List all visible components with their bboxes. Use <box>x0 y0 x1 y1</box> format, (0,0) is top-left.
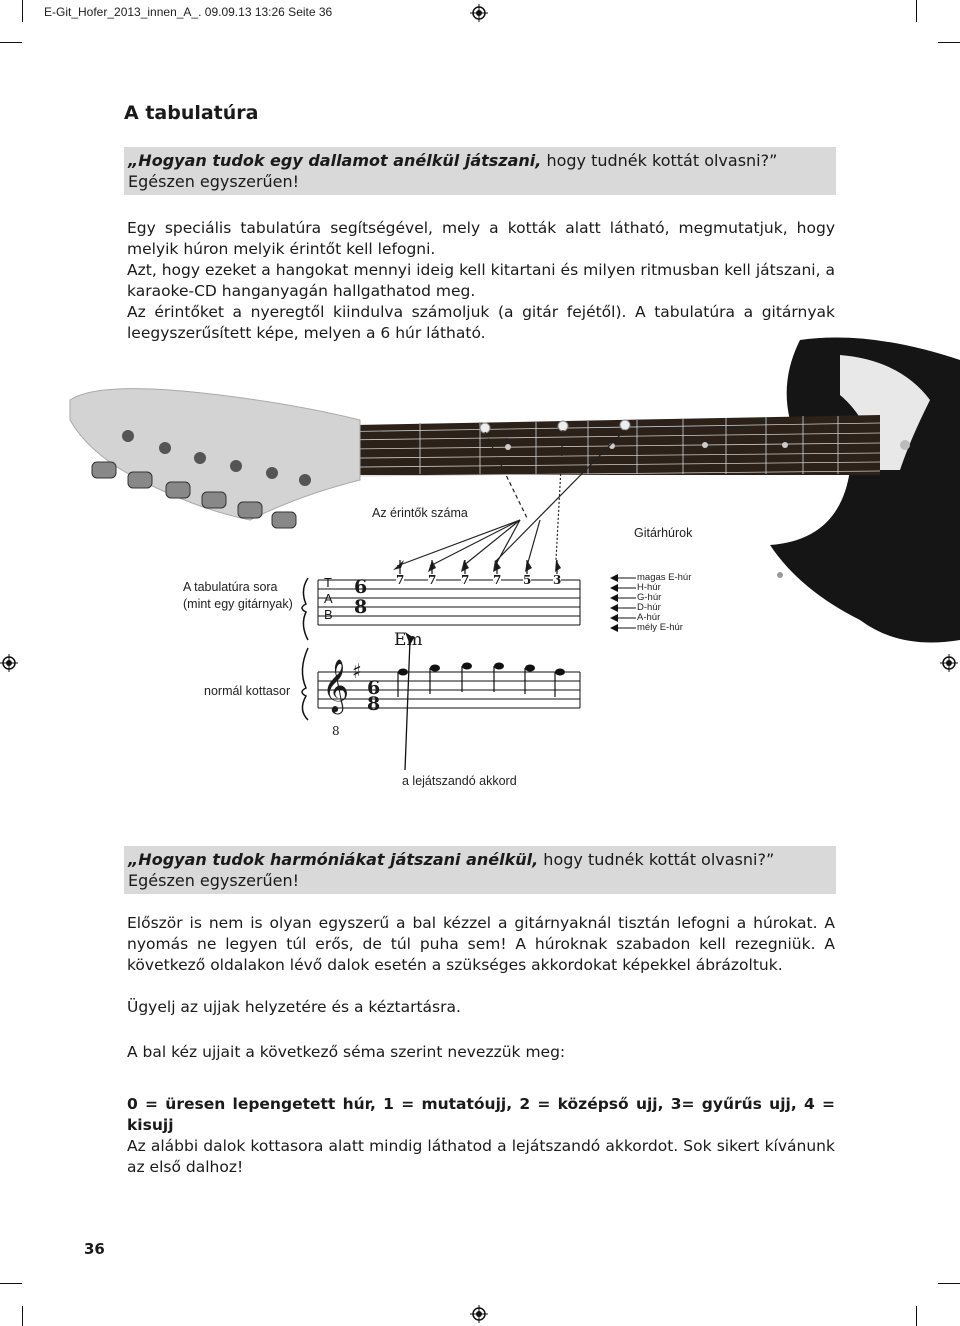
time-signature-top: 6 <box>354 576 368 598</box>
tab-letter-a: A <box>324 591 333 606</box>
guitar-body <box>770 338 960 643</box>
answer-text: Egészen egyszerűen! <box>128 172 300 191</box>
tab-number: 7 <box>396 573 405 587</box>
guitar-headstock <box>70 389 360 528</box>
tab-number: 5 <box>523 573 532 587</box>
time-signature-top: 6 <box>367 677 381 699</box>
tab-number: 3 <box>553 573 562 587</box>
string-label-g: G-húr <box>637 592 662 603</box>
question-box <box>124 846 836 894</box>
clef-octave: 8 <box>332 724 340 738</box>
print-slug: E-Git_Hofer_2013_innen_A_. 09.09.13 13:26 Seite 36 <box>44 5 333 19</box>
tab-number: 7 <box>461 573 470 587</box>
crop-mark <box>0 1283 22 1284</box>
section-title: A tabulatúra <box>124 102 259 124</box>
note-heads <box>398 663 565 676</box>
string-label-b: H-húr <box>637 582 661 593</box>
body-paragraph: Ügyelj az ujjak helyzetére és a kéztartásra. <box>127 998 461 1016</box>
chord-label: a lejátszandó akkord <box>402 774 517 788</box>
tab-row-label-sub: (mint egy gitárnyak) <box>183 597 293 611</box>
body-paragraph: Az alábbi dalok kottasora alatt mindig láthatod a lejátszandó akkordot. Sok sikert kívánunk az első dalhoz! <box>127 1137 835 1176</box>
crop-mark <box>22 1306 23 1326</box>
question-rest: hogy tudnék kottát olvasni?” <box>538 850 775 869</box>
time-signature-bottom: 8 <box>367 693 381 715</box>
body-paragraph: Először is nem is olyan egyszerű a bal kézzel a gitárnyaknál tisztán lefogni a húrokat. A nyomás ne legyen túl erős, de túl puha sem! A húroknak szabadon kell rezegniük. A következő oldalakon lévő dalok esetén a szükséges akkordokat képekkel ábrázoltuk. <box>127 914 835 974</box>
chord-name: Em <box>394 630 423 650</box>
intro-paragraph: Az érintőket a nyeregtől kiindulva számoljuk (a gitár fejétől). A tabulatúra a gitárnyak leegyszerűsített képe, melyen a 6 húr látható. <box>127 303 835 342</box>
treble-clef-icon: 𝄞 <box>322 658 350 712</box>
page-number: 36 <box>84 1240 105 1258</box>
tab-letter-b: B <box>324 607 333 622</box>
question-rest: hogy tudnék kottát olvasni?” <box>541 151 778 170</box>
string-label-low-e: mély E-húr <box>637 622 683 633</box>
strings-label: Gitárhúrok <box>634 526 693 540</box>
question-text: „Hogyan tudok egy dallamot anélkül játszani, <box>128 151 542 170</box>
string-label-a: A-húr <box>637 612 661 623</box>
tab-number: 7 <box>428 573 437 587</box>
crop-mark <box>938 1283 960 1284</box>
key-sharp: ♯ <box>352 659 362 683</box>
registration-mark-icon <box>470 1305 488 1323</box>
staff-label: normál kottasor <box>204 684 291 698</box>
music-staff <box>318 632 580 770</box>
time-signature-bottom: 8 <box>354 596 368 618</box>
tab-row-label: A tabulatúra sora <box>183 580 278 594</box>
tab-number: 7 <box>493 573 502 587</box>
string-label-high-e: magas E-húr <box>637 572 692 583</box>
question-text: „Hogyan tudok harmóniákat játszani anélkül, <box>128 850 539 869</box>
tab-letter-t: T <box>324 575 332 590</box>
body-paragraph: A bal kéz ujjait a következő séma szerint nevezzük meg: <box>127 1043 566 1061</box>
intro-paragraph: Egy speciális tabulatúra segítségével, mely a kották alatt látható, megmutatjuk, hogy melyik húron melyik érintőt kell lefogni. <box>127 219 835 258</box>
intro-paragraph: Azt, hogy ezeket a hangokat mennyi ideig kell kitartani és milyen ritmusban kell játszani, a karaoke-CD hanganyagán hallgathatod meg. <box>127 261 835 300</box>
crop-mark <box>916 1306 917 1326</box>
finger-legend: 0 = üresen lepengetett húr, 1 = mutatóujj, 2 = középső ujj, 3= gyűrűs ujj, 4 = kisujj <box>127 1095 835 1134</box>
frets-label: Az érintők száma <box>372 506 468 520</box>
string-label-d: D-húr <box>637 602 661 613</box>
answer-text: Egészen egyszerűen! <box>128 871 300 890</box>
